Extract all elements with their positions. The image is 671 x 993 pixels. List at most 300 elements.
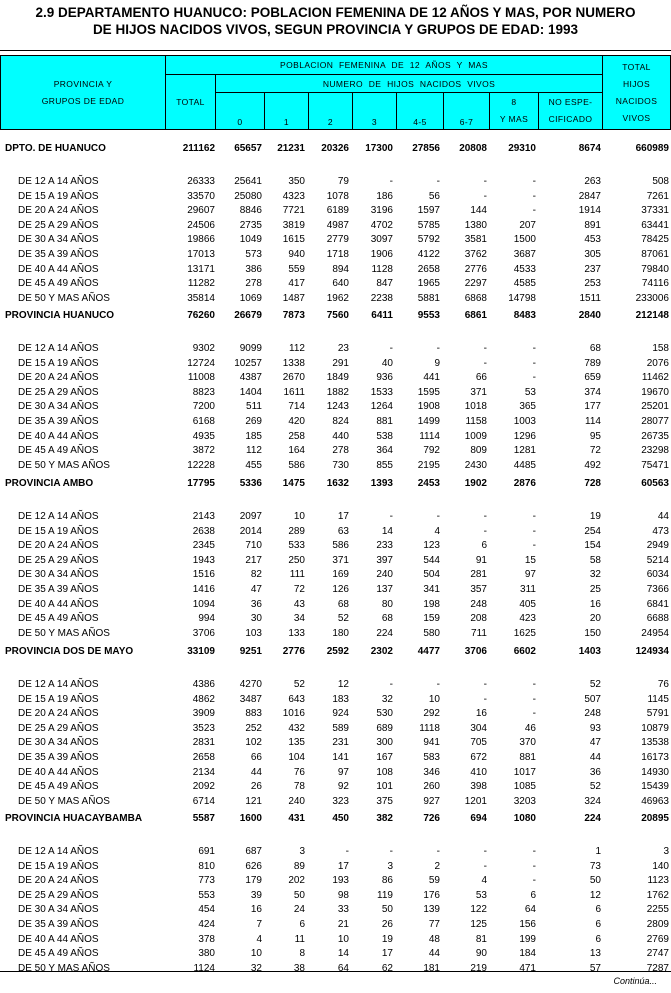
cell-c67: 705 — [470, 737, 487, 748]
cell-c45: - — [436, 846, 440, 857]
age-group-label: DE 30 A 34 AÑOS — [18, 904, 99, 915]
cell-c1: 43 — [293, 599, 305, 610]
cell-total: 33109 — [187, 646, 215, 657]
cell-noesp: 36 — [589, 767, 601, 778]
table-row — [0, 458, 671, 473]
age-group-label: DE 12 A 14 AÑOS — [18, 679, 99, 690]
cell-c3: 689 — [376, 723, 393, 734]
cell-c67: 1380 — [464, 220, 487, 231]
cell-c8: 15 — [524, 555, 536, 566]
cell-c2: 6189 — [326, 205, 349, 216]
cell-c1: 135 — [288, 737, 305, 748]
cell-noesp: 20 — [589, 613, 601, 624]
cell-c1: 1475 — [282, 478, 305, 489]
cell-c2: 4987 — [326, 220, 349, 231]
cell-noesp: 95 — [589, 431, 601, 442]
cell-total-hijos: 5791 — [646, 708, 669, 719]
header-col-1 — [264, 92, 309, 130]
cell-total-hijos: 508 — [652, 176, 669, 187]
cell-c8: - — [532, 875, 536, 886]
cell-c3: 32 — [381, 694, 393, 705]
cell-c3: 530 — [376, 708, 393, 719]
cell-total-hijos: 2255 — [646, 904, 669, 915]
cell-noesp: 507 — [584, 694, 601, 705]
cell-c3: 3196 — [370, 205, 393, 216]
cell-c67: - — [483, 846, 487, 857]
cell-total-hijos: 16173 — [641, 752, 669, 763]
header-col-8-line2: Y MAS — [499, 114, 529, 124]
cell-noesp: 25 — [589, 584, 601, 595]
cell-c3: 62 — [381, 963, 393, 974]
cell-c1: 3819 — [282, 220, 305, 231]
cell-c2: 17 — [337, 861, 349, 872]
cell-c2: 169 — [332, 569, 349, 580]
cell-c67: 371 — [470, 387, 487, 398]
cell-c2: 1632 — [326, 478, 349, 489]
header-poblacion-label: POBLACION FEMENINA DE 12 AÑOS Y MAS — [280, 60, 488, 70]
cell-total: 6714 — [192, 796, 215, 807]
cell-noesp: 52 — [589, 781, 601, 792]
cell-c1: 289 — [288, 526, 305, 537]
cell-c8: 365 — [519, 401, 536, 412]
age-group-label: DE 45 A 49 AÑOS — [18, 781, 99, 792]
cell-c45: 10 — [428, 694, 440, 705]
cell-c45: 5881 — [417, 293, 440, 304]
cell-c0: 278 — [245, 278, 262, 289]
cell-c0: 30 — [250, 613, 262, 624]
cell-c1: 2670 — [282, 372, 305, 383]
age-group-label: DE 25 A 29 AÑOS — [18, 555, 99, 566]
cell-total-hijos: 19670 — [641, 387, 669, 398]
cell-c2: 1243 — [326, 401, 349, 412]
cell-c8: - — [532, 861, 536, 872]
cell-c67: 304 — [470, 723, 487, 734]
bottom-rule — [0, 971, 671, 972]
cell-c1: 89 — [293, 861, 305, 872]
cell-c0: 217 — [245, 555, 262, 566]
cell-c3: 17 — [381, 948, 393, 959]
cell-c3: - — [389, 679, 393, 690]
cell-c67: 2430 — [464, 460, 487, 471]
cell-total-hijos: 2949 — [646, 540, 669, 551]
age-group-label: DE 45 A 49 AÑOS — [18, 445, 99, 456]
cell-c8: 156 — [519, 919, 536, 930]
cell-c67: 125 — [470, 919, 487, 930]
cell-c8: - — [532, 708, 536, 719]
header-poblacion — [165, 55, 603, 75]
age-group-label: DE 25 A 29 AÑOS — [18, 890, 99, 901]
header-col-0 — [215, 92, 265, 130]
cell-c67: 672 — [470, 752, 487, 763]
cell-c67: 20808 — [459, 143, 487, 154]
header-col-8-line1: 8 — [511, 97, 517, 107]
table-row — [0, 218, 671, 233]
cell-c0: 47 — [250, 584, 262, 595]
cell-c45: 2195 — [417, 460, 440, 471]
cell-c8: 6602 — [513, 646, 536, 657]
cell-c67: 357 — [470, 584, 487, 595]
cell-c67: - — [483, 511, 487, 522]
cell-total-hijos: 87061 — [641, 249, 669, 260]
cell-total-hijos: 158 — [652, 343, 669, 354]
cell-c2: 33 — [337, 904, 349, 915]
cell-total-hijos: 124934 — [635, 646, 669, 657]
cell-c1: 432 — [288, 723, 305, 734]
cell-total: 211162 — [182, 143, 215, 154]
cell-c1: 240 — [288, 796, 305, 807]
header-provincia-line2: GRUPOS DE EDAD — [41, 95, 125, 106]
table-row — [0, 888, 671, 903]
cell-total: 12724 — [187, 358, 215, 369]
cell-total: 26333 — [187, 176, 215, 187]
cell-c0: 39 — [250, 890, 262, 901]
cell-total-hijos: 2769 — [646, 934, 669, 945]
cell-noesp: 659 — [584, 372, 601, 383]
cell-c0: 1404 — [239, 387, 262, 398]
table-row — [0, 735, 671, 750]
cell-c45: 2453 — [417, 478, 440, 489]
cell-c8: 8483 — [513, 310, 536, 321]
cell-c2: 10 — [337, 934, 349, 945]
age-group-label: DE 45 A 49 AÑOS — [18, 948, 99, 959]
cell-c1: 38 — [293, 963, 305, 974]
cell-c8: 3203 — [513, 796, 536, 807]
cell-c8: 1080 — [513, 813, 536, 824]
header-noesp-line1: NO ESPE- — [548, 97, 593, 107]
cell-c45: 44 — [428, 948, 440, 959]
cell-total: 4862 — [192, 694, 215, 705]
cell-c2: 1718 — [326, 249, 349, 260]
cell-total-hijos: 6034 — [646, 569, 669, 580]
header-total-label: TOTAL — [176, 97, 205, 107]
cell-c45: 2 — [434, 861, 440, 872]
table-row — [0, 385, 671, 400]
cell-total-hijos: 74116 — [641, 278, 669, 289]
cell-total: 378 — [198, 934, 215, 945]
cell-noesp: 1403 — [578, 646, 601, 657]
cell-c45: 504 — [423, 569, 440, 580]
cell-c45: - — [436, 343, 440, 354]
cell-noesp: 50 — [589, 875, 601, 886]
cell-c8: - — [532, 176, 536, 187]
cell-c8: 53 — [524, 387, 536, 398]
cell-total-hijos: 15439 — [641, 781, 669, 792]
cell-c0: 25080 — [234, 191, 262, 202]
cell-c3: - — [389, 176, 393, 187]
header-provincia-line1: PROVINCIA Y — [53, 78, 113, 89]
cell-total-hijos: 1762 — [646, 890, 669, 901]
header-col-3-label: 3 — [371, 117, 378, 127]
cell-c45: 77 — [428, 919, 440, 930]
group-row — [0, 476, 671, 491]
cell-c8: 1017 — [513, 767, 536, 778]
cell-total: 2831 — [192, 737, 215, 748]
cell-c3: 538 — [376, 431, 393, 442]
cell-c67: 6861 — [464, 310, 487, 321]
header-col-4-5-label: 4-5 — [413, 117, 427, 127]
cell-total-hijos: 2747 — [646, 948, 669, 959]
cell-total: 76260 — [187, 310, 215, 321]
cell-c1: 164 — [288, 445, 305, 456]
age-group-label: DE 35 A 39 AÑOS — [18, 416, 99, 427]
cell-c3: 397 — [376, 555, 393, 566]
cell-c45: 1597 — [417, 205, 440, 216]
cell-c67: 6 — [481, 540, 487, 551]
cell-noesp: 248 — [584, 708, 601, 719]
age-group-label: DE 45 A 49 AÑOS — [18, 278, 99, 289]
cell-c3: 167 — [376, 752, 393, 763]
cell-c45: 4 — [434, 526, 440, 537]
cell-c1: 431 — [288, 813, 305, 824]
cell-total: 380 — [198, 948, 215, 959]
cell-c0: 9251 — [239, 646, 262, 657]
cell-noesp: 374 — [584, 387, 601, 398]
cell-c3: 137 — [376, 584, 393, 595]
cell-c2: 183 — [332, 694, 349, 705]
cell-c2: 450 — [332, 813, 349, 824]
cell-c0: 511 — [246, 401, 262, 412]
cell-noesp: 47 — [589, 737, 601, 748]
age-group-label: DE 40 A 44 AÑOS — [18, 767, 99, 778]
cell-noesp: 6 — [595, 904, 601, 915]
cell-c45: 1965 — [417, 278, 440, 289]
header-col-2 — [308, 92, 353, 130]
cell-c0: 25641 — [234, 176, 262, 187]
cell-c45: 4122 — [417, 249, 440, 260]
cell-c1: 643 — [288, 694, 305, 705]
cell-c1: 533 — [288, 540, 305, 551]
cell-c67: 694 — [470, 813, 487, 824]
cell-total: 1516 — [192, 569, 215, 580]
cell-total-hijos: 7366 — [646, 584, 669, 595]
table-row — [0, 932, 671, 947]
table-title-line2: DE HIJOS NACIDOS VIVOS, SEGUN PROVINCIA Y GRUPOS DE EDAD: 1993 — [92, 22, 579, 37]
cell-noesp: 73 — [589, 861, 601, 872]
cell-c45: 59 — [428, 875, 440, 886]
cell-c3: 224 — [376, 628, 393, 639]
cell-c3: 86 — [381, 875, 393, 886]
cell-c3: 240 — [376, 569, 393, 580]
cell-c2: 924 — [332, 708, 349, 719]
cell-total: 11008 — [187, 372, 215, 383]
cell-c3: 233 — [376, 540, 393, 551]
cell-c8: 64 — [524, 904, 536, 915]
cell-c8: 1296 — [513, 431, 536, 442]
age-group-label: DE 35 A 39 AÑOS — [18, 919, 99, 930]
cell-c8: - — [532, 679, 536, 690]
cell-c8: 29310 — [508, 143, 536, 154]
cell-c3: 382 — [376, 813, 393, 824]
cell-c8: - — [532, 694, 536, 705]
cell-c67: - — [483, 343, 487, 354]
cell-c0: 9099 — [239, 343, 262, 354]
cell-c3: 1128 — [371, 264, 393, 275]
cell-c0: 1600 — [239, 813, 262, 824]
cell-c8: - — [532, 191, 536, 202]
cell-total-hijos: 140 — [652, 861, 669, 872]
cell-c1: 10 — [293, 511, 305, 522]
cell-c2: 14 — [337, 948, 349, 959]
cell-c67: - — [483, 358, 487, 369]
cell-c1: 133 — [288, 628, 305, 639]
cell-total-hijos: 23298 — [641, 445, 669, 456]
cell-c0: 573 — [245, 249, 262, 260]
table-row — [0, 721, 671, 736]
cell-total-hijos: 20895 — [641, 813, 669, 824]
group-label: DPTO. DE HUANUCO — [5, 143, 106, 154]
cell-c8: 184 — [519, 948, 536, 959]
cell-total: 691 — [198, 846, 215, 857]
cell-noesp: 2847 — [578, 191, 601, 202]
cell-total-hijos: 3 — [663, 846, 669, 857]
cell-total-hijos: 24954 — [641, 628, 669, 639]
cell-c8: - — [532, 343, 536, 354]
cell-noesp: 72 — [589, 445, 601, 456]
header-col-6-7 — [443, 92, 490, 130]
cell-c0: 2014 — [239, 526, 262, 537]
cell-c67: 410 — [470, 767, 487, 778]
age-group-label: DE 30 A 34 AÑOS — [18, 401, 99, 412]
cell-c2: 824 — [332, 416, 349, 427]
cell-c8: 3687 — [513, 249, 536, 260]
cell-total: 5587 — [192, 813, 215, 824]
header-provincia — [0, 55, 166, 130]
cell-c1: 21231 — [277, 143, 305, 154]
cell-c1: 417 — [288, 278, 305, 289]
cell-c8: - — [532, 372, 536, 383]
cell-c2: 440 — [332, 431, 349, 442]
cell-c2: 730 — [332, 460, 349, 471]
age-group-label: DE 30 A 34 AÑOS — [18, 569, 99, 580]
cell-c0: 2735 — [239, 220, 262, 231]
cell-c45: 1908 — [417, 401, 440, 412]
cell-total: 994 — [198, 613, 215, 624]
cell-noesp: 254 — [584, 526, 601, 537]
cell-c2: 1078 — [326, 191, 349, 202]
cell-c0: 386 — [245, 264, 262, 275]
cell-c67: 4 — [481, 875, 487, 886]
cell-c0: 1069 — [239, 293, 262, 304]
cell-c45: 139 — [423, 904, 440, 915]
table-row — [0, 902, 671, 917]
cell-c3: 1906 — [370, 249, 393, 260]
cell-total: 553 — [198, 890, 215, 901]
cell-c3: 300 — [376, 737, 393, 748]
table-title-line1: 2.9 DEPARTAMENTO HUANUCO: POBLACION FEMENINA DE 12 AÑOS Y MAS, POR NUMERO — [35, 5, 636, 20]
cell-c2: 180 — [332, 628, 349, 639]
cell-total: 29607 — [187, 205, 215, 216]
cell-c8: 97 — [524, 569, 536, 580]
cell-c2: 2592 — [326, 646, 349, 657]
cell-c45: 1114 — [419, 431, 440, 442]
cell-total: 19866 — [187, 234, 215, 245]
cell-c3: 3097 — [370, 234, 393, 245]
cell-c2: - — [345, 846, 349, 857]
table-row — [0, 356, 671, 371]
table-row — [0, 567, 671, 582]
age-group-label: DE 15 A 19 AÑOS — [18, 191, 99, 202]
cell-c8: 2876 — [513, 478, 536, 489]
cell-noesp: 1 — [595, 846, 601, 857]
age-group-label: DE 20 A 24 AÑOS — [18, 875, 99, 886]
cell-c8: 311 — [520, 584, 536, 595]
cell-c67: 3581 — [464, 234, 487, 245]
table-row — [0, 844, 671, 859]
cell-total-hijos: 1123 — [647, 875, 669, 886]
cell-noesp: 150 — [584, 628, 601, 639]
cell-c3: 2238 — [370, 293, 393, 304]
age-group-label: DE 25 A 29 AÑOS — [18, 220, 99, 231]
table-row — [0, 779, 671, 794]
cell-c0: 10257 — [234, 358, 262, 369]
cell-c3: 40 — [381, 358, 393, 369]
cell-noesp: 16 — [589, 599, 601, 610]
cell-c8: 405 — [519, 599, 536, 610]
cell-c1: 6 — [299, 919, 305, 930]
cell-total: 2638 — [192, 526, 215, 537]
cell-c0: 687 — [245, 846, 262, 857]
cell-c2: 1962 — [326, 293, 349, 304]
age-group-label: DE 12 A 14 AÑOS — [18, 846, 99, 857]
cell-total: 12228 — [187, 460, 215, 471]
cell-c45: 181 — [423, 963, 440, 974]
table-row — [0, 873, 671, 888]
cell-total: 3872 — [192, 445, 215, 456]
cell-total-hijos: 37331 — [641, 205, 669, 216]
cell-c0: 252 — [245, 723, 262, 734]
table-row — [0, 917, 671, 932]
cell-c3: - — [389, 846, 393, 857]
cell-c2: 193 — [332, 875, 349, 886]
cell-c8: 4533 — [513, 264, 536, 275]
cell-c45: 292 — [423, 708, 440, 719]
cell-c0: 32 — [250, 963, 262, 974]
cell-c45: 346 — [423, 767, 440, 778]
cell-total-hijos: 76 — [657, 679, 669, 690]
cell-c2: 17 — [337, 511, 349, 522]
cell-c67: 91 — [475, 555, 487, 566]
cell-noesp: 12 — [589, 890, 601, 901]
cell-c45: 441 — [423, 372, 440, 383]
cell-c67: 281 — [470, 569, 487, 580]
cell-c0: 16 — [250, 904, 262, 915]
cell-total: 17013 — [187, 249, 215, 260]
table-row — [0, 429, 671, 444]
table-row — [0, 553, 671, 568]
cell-c8: - — [532, 205, 536, 216]
cell-c67: 2297 — [464, 278, 487, 289]
cell-total-hijos: 14930 — [641, 767, 669, 778]
table-row — [0, 677, 671, 692]
cell-c1: 76 — [293, 767, 305, 778]
cell-c0: 883 — [245, 708, 262, 719]
cell-c8: 881 — [519, 752, 536, 763]
cell-total-hijos: 7287 — [646, 963, 669, 974]
cell-c0: 10 — [250, 948, 262, 959]
table-row — [0, 414, 671, 429]
age-group-label: DE 12 A 14 AÑOS — [18, 176, 99, 187]
cell-c3: 6411 — [371, 310, 393, 321]
cell-c67: 219 — [470, 963, 487, 974]
cell-c45: 1499 — [417, 416, 440, 427]
cell-c67: 711 — [471, 628, 487, 639]
age-group-label: DE 30 A 34 AÑOS — [18, 234, 99, 245]
cell-c67: 248 — [470, 599, 487, 610]
cell-c8: 46 — [524, 723, 536, 734]
cell-noesp: 1511 — [579, 293, 601, 304]
cell-c67: 81 — [475, 934, 487, 945]
cell-c3: 1264 — [370, 401, 393, 412]
